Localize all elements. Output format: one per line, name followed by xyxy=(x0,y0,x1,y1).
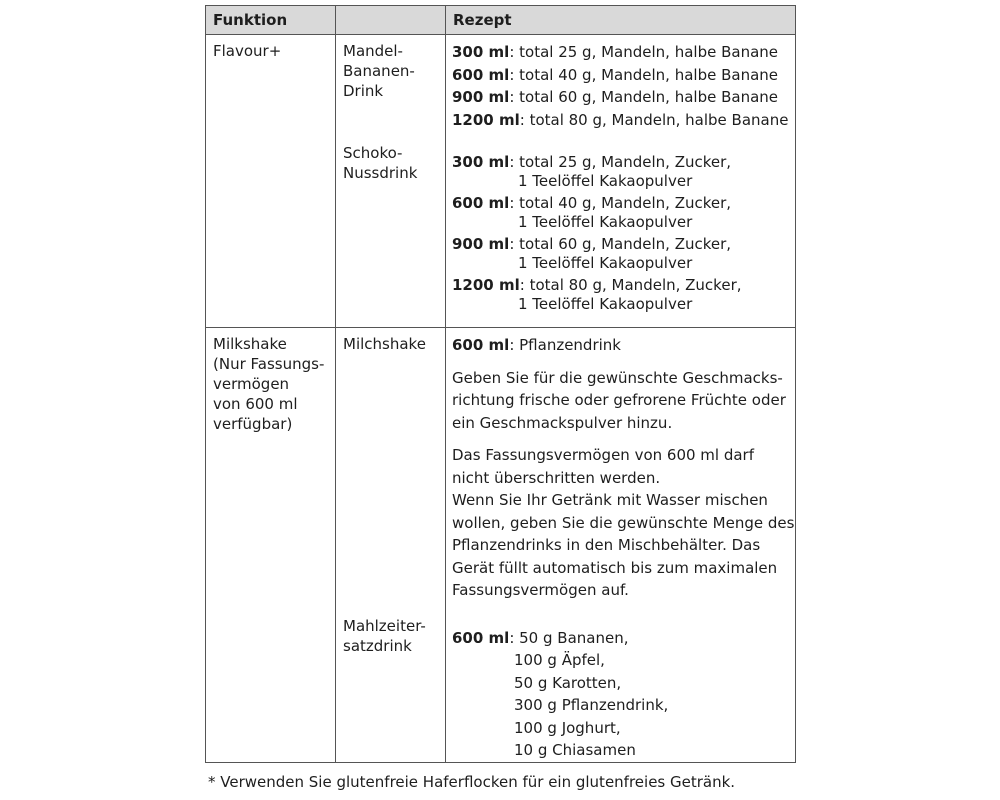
header-recipe-name xyxy=(336,6,446,35)
recipe-line: 300 ml: total 25 g, Mandeln, halbe Banane xyxy=(452,43,779,61)
header-function: Funktion xyxy=(206,6,336,35)
recipe-line: 600 ml: Pflanzendrink xyxy=(452,336,621,354)
recipe-name: Milchshake xyxy=(343,335,426,353)
recipe-line: 1200 ml: total 80 g, Mandeln, Zucker, 1 Teelöffel Kakaopulver xyxy=(452,276,742,313)
recipe-name: Schoko- Nussdrink xyxy=(343,144,418,182)
table-row xyxy=(206,328,796,763)
recipe-name: Mahlzeiter- satzdrink xyxy=(343,617,426,655)
function-name: Milkshake (Nur Fassungs- vermögen von 600 ml verfügbar) xyxy=(213,335,325,433)
recipe-line: 900 ml: total 60 g, Mandeln, halbe Banane xyxy=(452,88,779,106)
recipe-line: 600 ml: total 40 g, Mandeln, halbe Banane xyxy=(452,65,779,84)
footnote: * Verwenden Sie glutenfreie Haferflocken für ein glutenfreies Getränk. xyxy=(208,773,736,791)
function-name: Flavour+ xyxy=(213,42,282,60)
recipe-line: 300 ml: total 25 g, Mandeln, Zucker, 1 Teelöffel Kakaopulver xyxy=(452,153,732,190)
recipe-line: 1200 ml: total 80 g, Mandeln, halbe Banane xyxy=(452,110,789,129)
header-recipe: Rezept xyxy=(446,6,796,35)
table-row xyxy=(206,35,796,328)
recipe-line: 600 ml: total 40 g, Mandeln, Zucker, 1 Teelöffel Kakaopulver xyxy=(452,194,732,231)
recipe-line: 900 ml: total 60 g, Mandeln, Zucker, 1 Teelöffel Kakaopulver xyxy=(452,235,732,272)
recipe-name: Mandel- Bananen- Drink xyxy=(343,42,415,100)
instruction-paragraph: Geben Sie für die gewünschte Geschmacks- richtung frische oder gefrorene Früchte oder ein Geschmackspulver hinzu. xyxy=(452,368,786,432)
recipe-line: 600 ml: 50 g Bananen, 100 g Äpfel, 50 g Karotten, 300 g Pflanzendrink, 100 g Joghurt, 10 g Chiasamen xyxy=(452,628,669,759)
table-header-row xyxy=(206,6,796,35)
recipe-table xyxy=(205,5,796,763)
instruction-paragraph: Das Fassungsvermögen von 600 ml darf nicht überschritten werden. Wenn Sie Ihr Getränk mit Wasser mischen wollen, geben Sie die gewünschte Menge des Pflanzendrinks in den Mischbehälter. Das Gerät füllt automatisch bis zum maximalen Fassungsvermögen auf. xyxy=(452,446,795,599)
